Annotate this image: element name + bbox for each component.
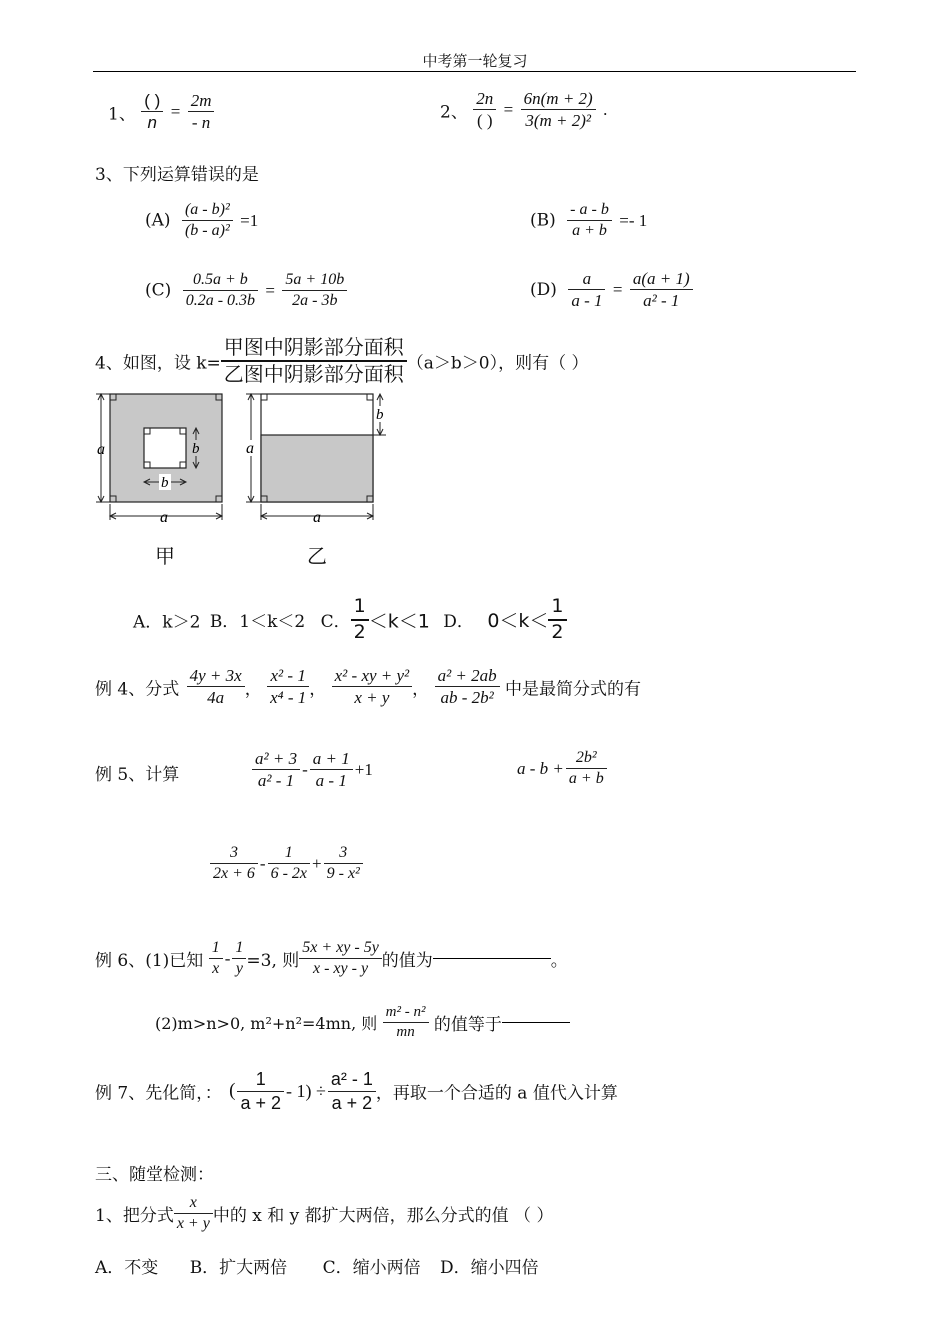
ex5-e2-frac <box>566 748 607 789</box>
ex5-label: 例 5、计算 <box>95 765 180 785</box>
q3-option-a <box>145 200 260 241</box>
q4-choice-a: A．k＞2 <box>133 612 201 633</box>
q3-option-d <box>530 268 693 312</box>
q2-period: . <box>603 99 608 119</box>
ex4-f1-num: 4y + 3x <box>187 665 245 687</box>
q4-d-den: 2 <box>551 620 564 643</box>
q4-prefix: 4、如图，设 k= <box>95 353 221 374</box>
ex4-sep-1: ， <box>244 679 262 700</box>
question-2 <box>440 88 609 132</box>
ex5-e3-plus: + <box>312 853 322 873</box>
q3-option-c-label: (C) <box>145 280 172 301</box>
figure-yi-caption: 乙 <box>307 544 327 568</box>
figure-jia-caption: 甲 <box>155 544 175 568</box>
q1-equals: = <box>170 101 181 121</box>
ex6-frac-1 <box>209 938 223 979</box>
ex7-frac-1 <box>237 1068 284 1114</box>
q3-a-num: (a - b)² <box>182 200 233 221</box>
q3-option-d-lhs <box>568 268 605 312</box>
jia-a-label-left: a <box>97 441 105 458</box>
q4-c-suffix: ＜k＜1 <box>368 610 430 633</box>
q2-equals: = <box>503 99 514 119</box>
s3-choice-c: C．缩小两倍 <box>322 1258 421 1278</box>
q3-c-equals: = <box>265 280 276 300</box>
q3-option-d-label: (D) <box>530 279 557 300</box>
q1-lhs-num: ( ) <box>141 90 163 112</box>
q1-lhs-den: n <box>147 113 157 133</box>
ex5-e2-den: a + b <box>568 770 604 787</box>
section-3-choices <box>95 1253 539 1278</box>
q3-c-den: 0.2a - 0.3b <box>185 292 256 309</box>
jia-a-label-bottom: a <box>160 509 168 523</box>
ex4-fraction-4 <box>435 665 500 709</box>
q4-k-num: 甲图中阴影部分面积 <box>221 335 407 362</box>
q3-a-rhs: =1 <box>240 210 259 230</box>
q1-lhs-fraction <box>141 90 163 134</box>
ex6-answer-blank-2[interactable] <box>502 1022 570 1023</box>
q1-rhs-fraction <box>188 90 215 134</box>
ex5-e3-minus: - <box>259 853 266 873</box>
q3-d-num: a <box>568 268 605 290</box>
yi-b-label-right: b <box>376 407 384 423</box>
ex5-e3-d3: 9 - x² <box>326 865 360 882</box>
ex5-e1-d1: a² - 1 <box>257 771 295 791</box>
example-6-part-2 <box>155 1003 570 1042</box>
ex7-suffix: ，再取一个合适的 a 值代入计算 <box>375 1083 618 1104</box>
q1-label: 1、 <box>108 104 136 125</box>
ex6-p2-num: m² - n² <box>383 1003 429 1023</box>
jia-b-label-bottom: b <box>161 475 169 491</box>
q4-suffix: （a＞b＞0），则有（ ） <box>406 353 589 374</box>
q3-a-den: (b - a)² <box>184 222 230 239</box>
ex5-e3-n2: 1 <box>268 843 310 864</box>
q3-d-den: a - 1 <box>571 291 603 311</box>
q3-b-rhs: =- 1 <box>619 210 648 230</box>
q2-lhs-num: 2n <box>473 88 496 110</box>
ex6-d3: x - xy - y <box>313 960 369 977</box>
ex5-expression-3 <box>210 843 363 884</box>
yi-a-label-bottom: a <box>313 509 321 523</box>
q3-option-b-fraction <box>567 200 612 241</box>
figure-jia <box>92 388 232 523</box>
q4-choice-d-label: D． <box>443 612 474 633</box>
q2-rhs-fraction <box>521 88 596 132</box>
ex6-p2-den: mn <box>396 1023 415 1040</box>
example-4 <box>95 665 641 709</box>
s3-q1-prefix: 1、把分式 <box>95 1206 174 1226</box>
q4-choice-c-fraction <box>351 595 369 645</box>
ex4-f4-den: ab - 2b² <box>440 688 494 708</box>
ex7-d2: a + 2 <box>331 1092 373 1113</box>
ex6-label: 例 6、(1)已知 <box>95 951 204 971</box>
s3-q1-fraction <box>174 1193 213 1234</box>
ex5-e1-frac-1 <box>252 748 300 792</box>
ex5-e3-d2: 6 - 2x <box>270 865 308 882</box>
ex6-frac-2 <box>232 938 246 979</box>
ex6-answer-blank-1[interactable] <box>433 958 551 959</box>
q3-c-rnum: 5a + 10b <box>282 270 347 291</box>
ex4-f3-num: x² - xy + y² <box>332 665 413 687</box>
example-7 <box>95 1068 618 1114</box>
q4-choice-b: B．1＜k＜2 <box>209 612 306 633</box>
ex6-d2: y <box>235 960 243 977</box>
figure-yi <box>240 388 390 523</box>
ex7-n2: a² - 1 <box>328 1068 376 1092</box>
ex6-p2-suffix: 的值等于 <box>433 1014 502 1035</box>
s3-q1-num: x <box>174 1193 213 1214</box>
s3-q1-den: x + y <box>176 1215 210 1232</box>
q2-lhs-den: ( ) <box>476 111 493 131</box>
ex4-f2-num: x² - 1 <box>267 665 309 687</box>
ex6-suffix: 的值为 <box>381 951 433 971</box>
q4-c-num: 1 <box>351 595 369 621</box>
ex5-e1-d2: a - 1 <box>315 771 347 791</box>
q3-option-c-rhs <box>282 270 347 311</box>
q3-d-rnum: a(a + 1) <box>630 268 693 290</box>
q4-k-den: 乙图中阴影部分面积 <box>223 362 404 386</box>
ex6-minus: - <box>224 948 231 968</box>
example-6-part-1 <box>95 938 568 979</box>
q3-c-num: 0.5a + b <box>183 270 258 291</box>
ex6-d1: x <box>212 960 220 977</box>
q3-option-d-rhs <box>630 268 693 312</box>
ex5-e3-d1: 2x + 6 <box>213 865 255 882</box>
q4-c-den: 2 <box>353 620 366 643</box>
question-4 <box>95 335 589 387</box>
ex7-d1: a + 2 <box>240 1092 282 1113</box>
ex4-fraction-2 <box>267 665 309 709</box>
ex4-f2-den: x⁴ - 1 <box>270 688 307 708</box>
q3-b-num: - a - b <box>567 200 612 221</box>
q3-d-rden: a² - 1 <box>643 291 680 311</box>
q4-choice-c-label: C． <box>320 612 351 633</box>
ex7-mid: - 1) ÷ <box>286 1080 326 1101</box>
q4-choice-d-fraction <box>548 595 566 645</box>
ex5-e3-frac-1 <box>210 843 258 884</box>
header-rule <box>93 71 856 72</box>
ex7-label: 例 7、先化简，： <box>95 1083 222 1104</box>
ex4-f4-num: a² + 2ab <box>435 665 500 687</box>
q4-k-fraction <box>221 335 407 387</box>
ex5-e3-frac-3 <box>324 843 363 884</box>
q3-option-c-lhs <box>183 270 258 311</box>
ex7-frac-2 <box>328 1068 376 1114</box>
q3-option-c <box>145 270 347 311</box>
s3-choice-a: A．不变 <box>95 1258 159 1278</box>
jia-b-label-right: b <box>192 441 200 457</box>
q4-choices <box>133 595 567 645</box>
question-3-title: 3、下列运算错误的是 <box>95 165 259 185</box>
ex5-expression-1 <box>252 748 375 792</box>
q4-d-mid: 0＜k＜ <box>487 610 549 633</box>
ex5-e1-n1: a² + 3 <box>252 748 300 770</box>
q2-rhs-num: 6n(m + 2) <box>521 88 596 110</box>
q3-d-equals: = <box>612 279 623 299</box>
ex4-fraction-1 <box>187 665 245 709</box>
ex4-suffix: 中是最简分式的有 <box>505 679 642 700</box>
ex5-expression-2 <box>515 748 607 789</box>
ex5-e2-num: 2b² <box>566 748 607 769</box>
section-3-title: 三、随堂检测： <box>95 1165 214 1185</box>
ex6-n2: 1 <box>232 938 246 959</box>
ex5-e3-n3: 3 <box>324 843 363 864</box>
q2-lhs-fraction <box>473 88 496 132</box>
ex5-e1-tail: +1 <box>354 759 373 779</box>
ex6-n3: 5x + xy - 5y <box>299 938 382 959</box>
q3-b-den: a + b <box>572 222 607 239</box>
ex5-e2-lead: a - b + <box>517 758 564 778</box>
ex4-f1-den: 4a <box>207 688 225 708</box>
ex5-e1-n2: a + 1 <box>310 748 353 770</box>
ex6-p2-frac <box>383 1003 429 1042</box>
section-3-question-1 <box>95 1193 553 1234</box>
ex5-e3-n1: 3 <box>210 843 258 864</box>
q2-rhs-den: 3(m + 2)² <box>525 111 592 131</box>
yi-shaded-region <box>261 435 373 502</box>
q3-option-a-label: (A) <box>145 210 171 231</box>
ex4-label: 例 4、分式 <box>95 679 180 700</box>
question-1 <box>108 90 214 134</box>
ex7-n1: 1 <box>237 1068 284 1092</box>
q3-option-b <box>530 200 649 241</box>
ex6-n1: 1 <box>209 938 223 959</box>
s3-choice-b: B．扩大两倍 <box>189 1258 288 1278</box>
q3-option-b-label: (B) <box>530 210 556 231</box>
ex5-e1-frac-2 <box>310 748 353 792</box>
yi-a-label-left: a <box>246 440 254 457</box>
ex6-frac-3 <box>299 938 382 979</box>
ex7-open-paren: ( <box>229 1080 236 1101</box>
ex6-end: 。 <box>550 951 568 971</box>
q1-rhs-num: 2m <box>188 90 215 112</box>
s3-choice-d: D．缩小四倍 <box>440 1258 539 1278</box>
ex5-e1-minus: - <box>302 759 308 779</box>
page-header: 中考第一轮复习 <box>422 52 528 70</box>
ex6-mid: =3, 则 <box>246 951 300 971</box>
ex4-fraction-3 <box>332 665 413 709</box>
ex4-f3-den: x + y <box>354 688 390 708</box>
ex4-sep-3: ， <box>412 679 430 700</box>
q2-label: 2、 <box>440 102 468 123</box>
ex4-sep-2: ， <box>309 679 327 700</box>
s3-q1-suffix: 中的 x 和 y 都扩大两倍，那么分式的值 （ ） <box>212 1206 554 1226</box>
q4-d-num: 1 <box>548 595 566 621</box>
q3-c-rden: 2a - 3b <box>292 292 338 309</box>
ex6-p2-prefix: (2)m>n>0, m²+n²=4mn, 则 <box>155 1013 378 1033</box>
ex5-e3-frac-2 <box>268 843 310 884</box>
q1-rhs-den: - n <box>191 113 211 133</box>
q3-option-a-fraction <box>182 200 233 241</box>
